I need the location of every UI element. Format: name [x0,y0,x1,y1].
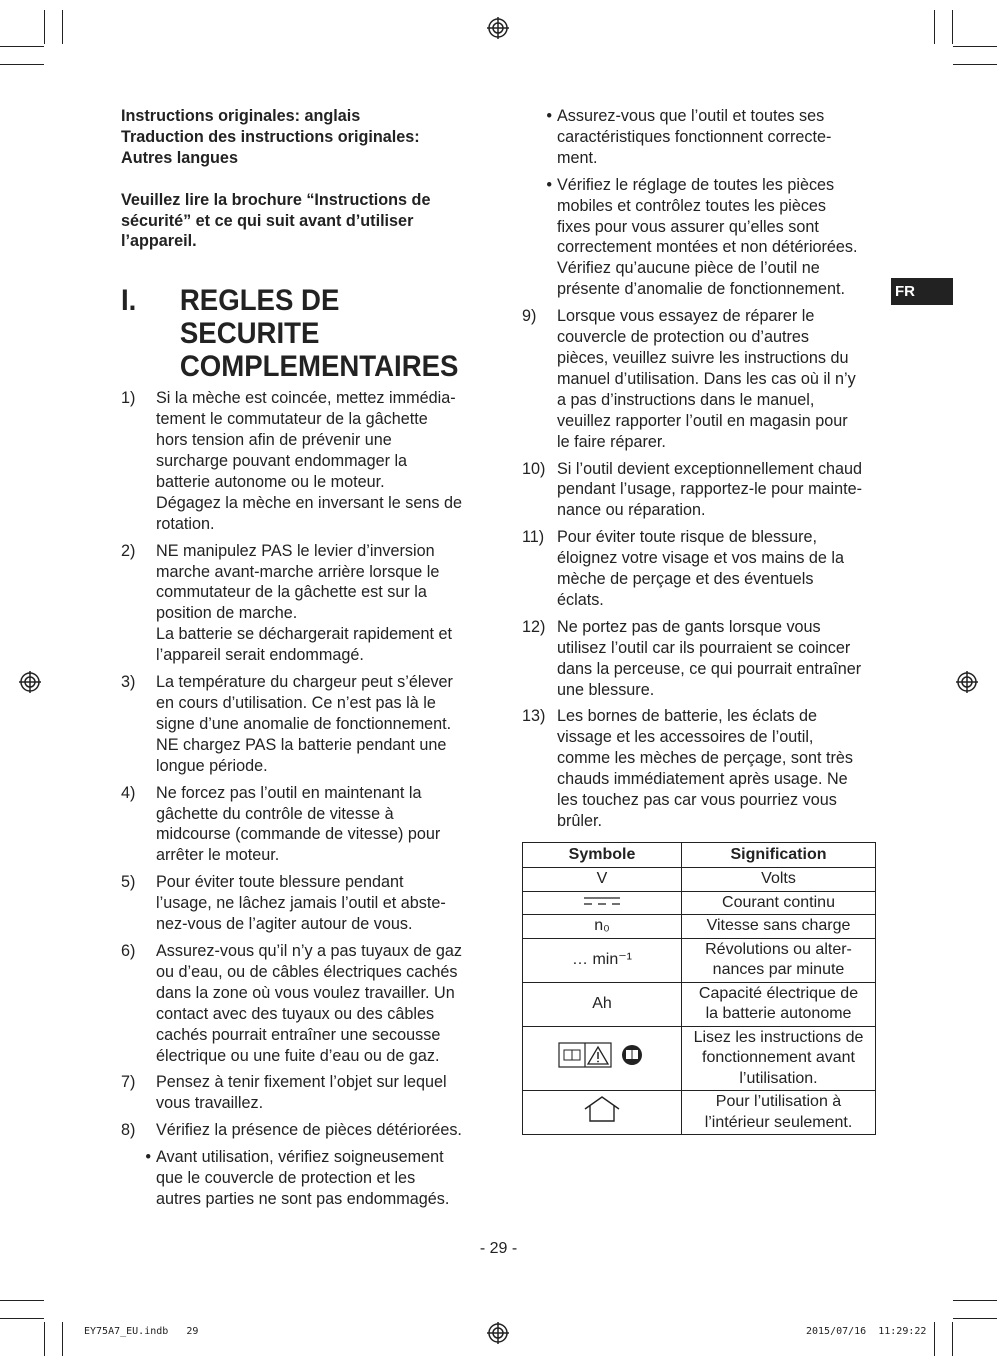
item-number: 7) [121,1073,136,1092]
text-line: contact avec des tuyaux ou des câbles [156,1004,435,1023]
crop-mark [934,10,935,44]
table-row [523,1026,876,1091]
text-line: mèche de perçage et des éventuels [557,570,814,589]
list-item [121,783,477,867]
item-text [156,541,477,666]
table-row [523,891,876,915]
symbol-cell [523,982,682,1026]
item-text [156,388,477,534]
text-line: ment. [557,148,598,167]
table-header-meaning: Signification [682,843,876,868]
text-line: Lorsque vous essayez de réparer le [557,307,815,326]
text-line: Vérifiez le réglage de toutes les pièces [557,175,835,194]
bullet-item [522,175,878,300]
text-line: Dégagez la mèche en inversant le sens de [156,493,462,512]
page-number: - 29 - [479,1240,518,1257]
meaning-line: fonctionnement avant [702,1049,855,1066]
bullet-item [121,1147,477,1210]
meaning-line: Vitesse sans charge [706,917,851,934]
list-item [121,1120,477,1141]
bullet-list [121,1147,477,1210]
text-line: pièces, veuillez suivre les instructions du [557,348,849,367]
table-row [523,982,876,1026]
item-text [156,1147,477,1210]
crop-mark [953,46,997,47]
text-line: ou d’eau, ou de câbles électriques cachés [156,962,458,981]
table-row [523,868,876,892]
text-line: NE manipulez PAS le levier d’inversion [156,541,435,560]
intro-original-language: Instructions originales: anglais Traduction des instructions originales: Autres langues [121,107,420,167]
meaning-line: Volts [761,870,796,887]
text-line: Si la mèche est coincée, mettez immédia- [156,389,456,408]
meaning-line: Lisez les instructions de [693,1028,864,1046]
meaning-line: Courant continu [722,893,835,911]
text-line: position de marche. [156,604,298,623]
text-line: La température du chargeur peut s’élever [156,673,453,692]
item-number: 11) [522,528,545,547]
text-line: utilisez l’outil car ils pourraient se coincer [557,638,851,657]
item-number: 13) [522,707,546,726]
list-item [121,672,477,777]
list-item [121,388,477,534]
section-title-line1: REGLES DE SECURITE [179,284,340,351]
text-line: le faire réparer. [557,432,666,451]
item-number: 2) [121,541,136,560]
text-line: rotation. [156,514,215,533]
item-text [557,106,878,169]
table-row [523,915,876,939]
text-line: éloignez votre visage et vos mains de la [557,549,845,568]
text-line: chauds immédiatement après usage. Ne [557,770,848,789]
symbol-text: V [596,870,608,887]
item-text [557,175,878,300]
crop-mark [0,46,44,47]
meaning-line: la batterie autonome [705,1005,852,1022]
item-text [156,941,477,1066]
text-line: Ne portez pas de gants lorsque vous [557,617,821,636]
text-line: brûler. [557,812,602,830]
item-text [156,1072,477,1114]
section-heading [121,284,476,383]
symbol-cell [523,938,682,982]
text-line: signe d’une anomalie de fonctionnement. [156,714,452,733]
table-row [523,1091,876,1135]
crop-mark [952,1322,953,1356]
text-line: une blessure. [557,680,655,699]
text-line: électrique ou une fuite d’eau ou de gaz. [156,1046,440,1065]
text-line: a pas d’instructions dans le manuel, [557,390,815,409]
text-line: pendant l’usage, rapportez-le pour mainte- [557,480,863,499]
bullet-item [522,106,878,169]
intro-read-brochure: Veuillez lire la brochure “Instructions de sécurité” et ce qui suit avant d’utiliser l’appareil. [121,190,431,251]
crop-mark [0,64,44,65]
meaning-line: Capacité électrique de [698,984,859,1002]
text-line: tement le commutateur de la gâchette [156,410,428,429]
item-text [156,1120,477,1141]
crop-mark [953,1300,997,1301]
text-line: arrêter le moteur. [156,846,280,865]
item-number: 1) [121,389,136,408]
list-item [121,872,477,935]
item-text [156,783,477,867]
item-text [557,706,878,831]
item-number: 4) [121,783,136,802]
text-line: Si l’outil devient exceptionnellement chaud [557,459,863,478]
text-line: cachés pourrait entraîner une secousse [156,1025,441,1044]
crop-mark [62,10,63,44]
crop-mark [953,1318,997,1319]
list-item [121,941,477,1066]
safety-rules-list [121,388,477,1141]
text-line: que le couvercle de protection et les [156,1169,416,1188]
crop-mark [44,10,45,44]
text-line: Les bornes de batterie, les éclats de [557,707,818,726]
text-line: Pensez à tenir fixement l’objet sur lequel [156,1073,447,1092]
crop-mark [934,1322,935,1356]
text-line: surcharge pouvant endommager la [156,452,408,471]
text-line: NE chargez PAS la batterie pendant une [156,735,447,754]
symbol-text: n₀ [594,917,610,934]
text-line: La batterie se déchargerait rapidement et [156,625,453,644]
section-title-line2: COMPLEMENTAIRES [179,350,459,384]
bullet-marker: • [546,175,552,194]
meaning-cell [682,891,876,915]
bullet-marker: • [145,1148,151,1167]
item-number: 10) [522,459,546,478]
direct-current-icon [582,894,622,911]
text-line: fixes pour vous assurer qu’elles sont [557,217,819,236]
meaning-cell [682,868,876,892]
text-line: manuel d’utilisation. Dans les cas où il n’y [557,369,856,388]
text-line: hors tension afin de prévenir une [156,431,392,450]
list-item [522,706,878,831]
table-header-row [523,843,876,868]
item-text [156,672,477,777]
footer-timestamp: 2015/07/16 11:29:22 [806,1326,927,1337]
meaning-cell [682,915,876,939]
item-number: 9) [522,307,537,326]
text-line: commutateur de la gâchette est sur la [156,583,427,602]
registration-mark-icon [487,1322,509,1344]
item-text [557,306,878,452]
meaning-cell [682,1091,876,1135]
list-item [522,617,878,701]
text-line: batterie autonome ou le moteur. [156,472,385,491]
bullet-marker: • [546,107,552,125]
symbol-cell [523,868,682,892]
text-line: les touchez pas car vous pourriez vous [557,791,837,810]
symbol-table [522,842,876,1135]
text-line: éclats. [557,590,604,609]
list-item [522,459,878,522]
text-line: nez-vous de l’agiter autour de vous. [156,915,413,934]
registration-mark-icon [956,671,978,693]
text-line: mobiles et contrôlez toutes les pièces [557,196,827,215]
footer-file: EY75A7_EU.indb 29 [84,1326,199,1337]
safety-rules-list [522,306,878,832]
text-line: couvercle de protection ou d’autres [557,328,809,347]
text-line: Vérifiez qu’aucune pièce de l’outil ne [557,259,820,278]
symbol-cell [523,1026,682,1091]
symbol-text: … min⁻¹ [572,950,632,968]
section-number: I. [121,284,137,318]
list-item [522,306,878,452]
list-item [121,1072,477,1114]
list-item [522,527,878,611]
text-line: présente d’anomalie de fonctionnement. [557,280,845,299]
text-line: en cours d’utilisation. Ce n’est pas là le [156,694,436,713]
text-line: midcourse (commande de vitesse) pour [156,825,441,844]
crop-mark [44,1322,45,1356]
meaning-line: l’intérieur seulement. [704,1113,853,1131]
text-line: caractéristiques fonctionnent correcte- [557,127,832,146]
crop-mark [953,64,997,65]
item-text [557,527,878,611]
text-line: Assurez-vous que l’outil et toutes ses [557,107,825,125]
left-column [121,106,477,1216]
registration-mark-icon [19,671,41,693]
item-text [156,872,477,935]
text-line: Avant utilisation, vérifiez soigneusement [156,1148,444,1167]
meaning-line: Révolutions ou alter- [705,940,852,958]
item-number: 3) [121,673,136,692]
table-row [523,938,876,982]
meaning-line: nances par minute [712,961,845,978]
text-line: vissage et les accessoires de l’outil, [557,728,814,747]
item-text [557,617,878,701]
meaning-cell [682,982,876,1026]
item-number: 8) [121,1121,136,1140]
text-line: comme les mèches de perçage, sont très [557,749,854,768]
text-line: autres parties ne sont pas endommagés. [156,1189,450,1208]
crop-mark [0,1318,44,1319]
text-line: nance ou réparation. [557,501,706,520]
crop-mark [0,1300,44,1301]
symbol-cell [523,891,682,915]
text-line: l’appareil serait endommagé. [156,646,364,665]
symbol-cell [523,915,682,939]
text-line: dans la zone où vous voulez travailler. Un [156,983,455,1002]
bullet-list [522,106,878,300]
read-manual-warning-icon [557,1057,647,1074]
registration-mark-icon [487,17,509,39]
table-header-symbol: Symbole [523,843,682,868]
text-line: l’usage, ne lâchez jamais l’outil et abste- [156,894,446,913]
item-text [557,459,878,522]
item-number: 5) [121,873,136,892]
text-line: Pour éviter toute blessure pendant [156,873,404,892]
indoor-use-icon [582,1111,622,1128]
crop-mark [952,10,953,44]
meaning-cell [682,938,876,982]
text-line: veuillez rapporter l’outil en magasin pour [557,411,848,430]
meaning-cell [682,1026,876,1091]
symbol-text: Ah [592,994,612,1012]
meaning-line: l’utilisation. [739,1069,818,1087]
text-line: marche avant-marche arrière lorsque le [156,562,440,581]
meaning-line: Pour l’utilisation à [715,1093,842,1110]
text-line: Assurez-vous qu’il n’y a pas tuyaux de gaz [156,941,462,960]
language-tab: FR [891,278,953,305]
right-column [522,106,878,838]
list-item [121,541,477,666]
text-line: Ne forcez pas l’outil en maintenant la [156,783,422,802]
text-line: dans la perceuse, ce qui pourrait entraîner [557,659,862,678]
crop-mark [62,1322,63,1356]
text-line: Vérifiez la présence de pièces détériorées. [156,1121,462,1140]
text-line: longue période. [156,756,268,775]
text-line: gâchette du contrôle de vitesse à [156,804,394,823]
symbol-cell [523,1091,682,1135]
item-number: 12) [522,617,546,636]
text-line: vous travaillez. [156,1094,264,1113]
text-line: Pour éviter toute risque de blessure, [557,528,818,547]
text-line: correctement montées et non détériorées. [557,238,858,257]
item-number: 6) [121,941,136,960]
